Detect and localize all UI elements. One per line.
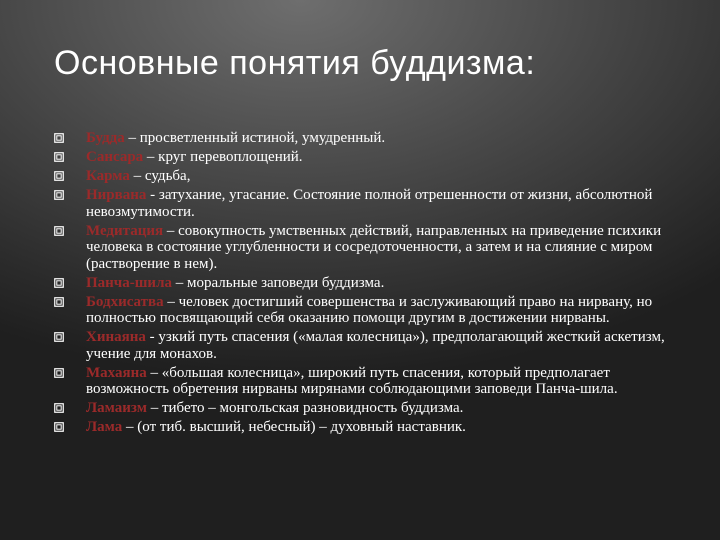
slide-title: Основные понятия буддизма: xyxy=(54,44,536,82)
checkbox-square-icon xyxy=(54,332,64,342)
definition: – (от тиб. высший, небесный) – духовный наставник. xyxy=(122,419,466,435)
term: Карма xyxy=(86,168,130,184)
checkbox-square-icon xyxy=(54,133,64,143)
term: Сансара xyxy=(86,149,144,165)
list-item xyxy=(54,419,676,436)
checkbox-square-icon xyxy=(54,190,64,200)
definition: – «большая колесница», широкий путь спасения, который предполагает возможность обретения нирваны мирянами соблюдающими заповеди Панча-шила. xyxy=(86,364,618,397)
list-item xyxy=(54,275,676,292)
list-item xyxy=(54,400,676,417)
definition: – просветленный истиной, умудренный. xyxy=(124,130,386,146)
checkbox-square-icon xyxy=(54,152,64,162)
term: Хинаяна xyxy=(86,329,146,345)
definition: – тибето – монгольская разновидность буддизма. xyxy=(146,400,464,416)
checkbox-square-icon xyxy=(54,403,64,413)
definition: - затухание, угасание. Состояние полной отрешенности от жизни, абсолютной невозмутимости. xyxy=(86,187,653,220)
list-item xyxy=(54,294,676,327)
list-item xyxy=(54,329,676,362)
list-item xyxy=(54,187,676,220)
checkbox-square-icon xyxy=(54,368,64,378)
term: Нирвана xyxy=(86,187,147,203)
term: Ламаизм xyxy=(86,400,147,416)
term: Медитация xyxy=(86,222,164,239)
term: Бодхисатва xyxy=(86,293,164,310)
definition: - узкий путь спасения («малая колесница»), предполагающий жесткий аскетизм, учение для монахов. xyxy=(86,329,665,362)
list-item xyxy=(54,130,676,147)
term: Махаяна xyxy=(86,364,147,381)
checkbox-square-icon xyxy=(54,226,64,236)
checkbox-square-icon xyxy=(54,297,64,307)
definition: – моральные заповеди буддизма. xyxy=(172,274,385,291)
term: Будда xyxy=(86,130,125,146)
definition: – круг перевоплощений. xyxy=(143,149,303,165)
checkbox-square-icon xyxy=(54,278,64,288)
checkbox-square-icon xyxy=(54,422,64,432)
list-item xyxy=(54,365,676,398)
list-item xyxy=(54,223,676,273)
definition: – человек достигший совершенства и заслуживающий право на нирвану, но полностью посвящающий себя оказанию помощи другим в достижении нирваны. xyxy=(86,293,653,326)
checkbox-square-icon xyxy=(54,171,64,181)
definition: – судьба, xyxy=(129,168,191,184)
term: Панча-шила xyxy=(86,274,172,291)
definition: – совокупность умственных действий, направленных на приведение психики человека в состояние углубленности и сосредоточенности, а затем и на слияние с миром (растворение в нем). xyxy=(86,222,662,272)
list-item xyxy=(54,149,676,166)
list-item xyxy=(54,168,676,185)
term: Лама xyxy=(86,419,123,435)
concept-list xyxy=(54,130,676,438)
